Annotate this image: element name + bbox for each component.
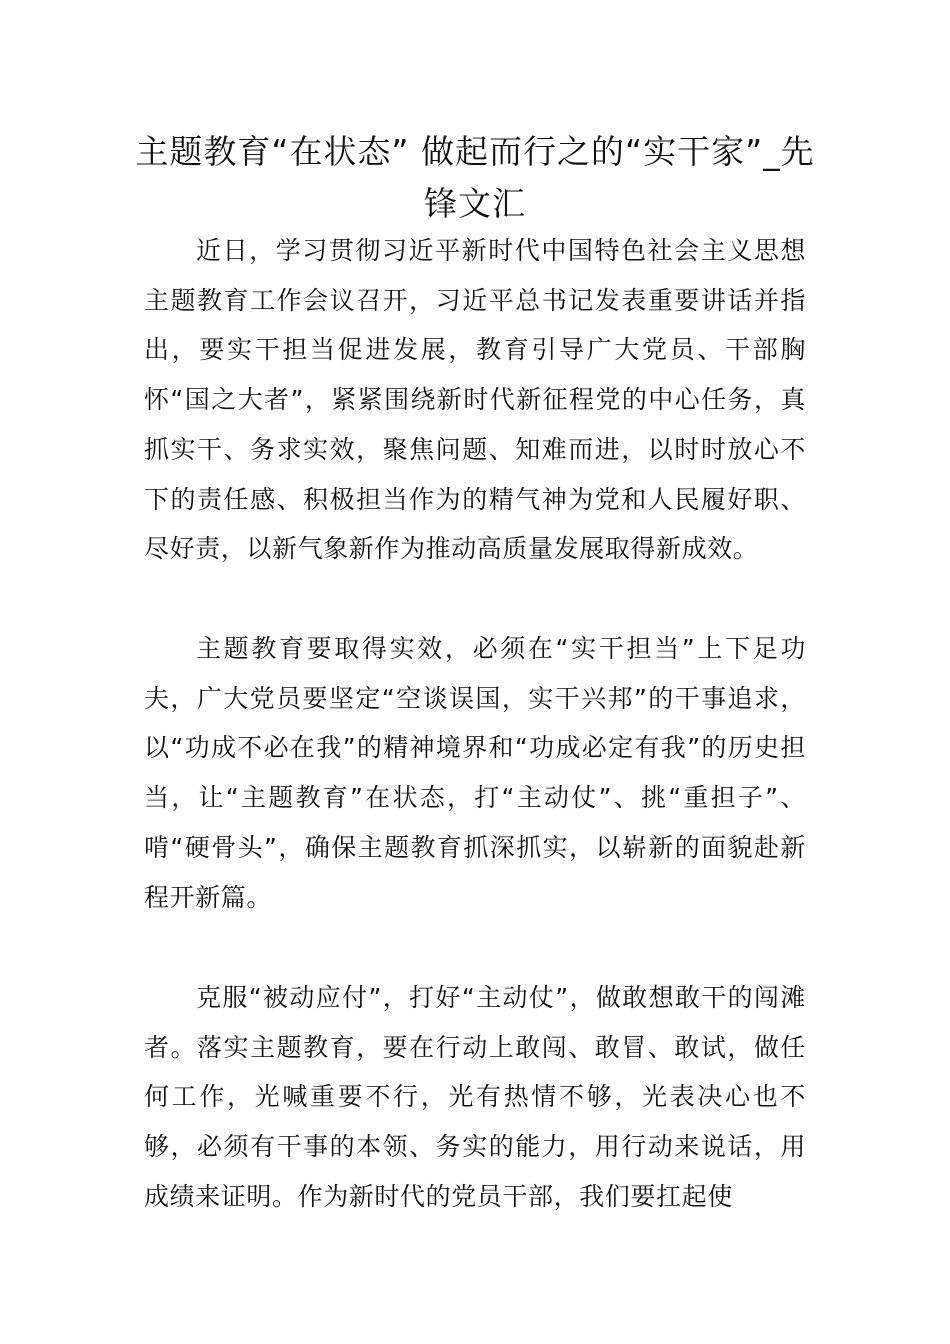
paragraph-3: 克服“被动应付”，打好“主动仗”，做敢想敢干的闯滩者。落实主题教育，要在行动上敢闯、敢冒、敢试，做任何工作，光喊重要不行，光有热情不够，光表决心也不够，必须有干事的本领、务实的能力，用行动来说话，用成绩来证明。作为新时代的党员干部，我们要扛起使 bbox=[144, 983, 806, 1211]
document-title: 主题教育“在状态” 做起而行之的“实干家”_先锋文汇 bbox=[135, 132, 815, 223]
paragraph-1: 近日，学习贯彻习近平新时代中国特色社会主义思想主题教育工作会议召开，习近平总书记发表重要讲话并指出，要实干担当促进发展，教育引导广大党员、干部胸怀“国之大者”，紧紧围绕新时代新征程党的中心任务，真抓实干、务求实效，聚焦问题、知难而进，以时时放心不下的责任感、积极担当作为的精气神为党和人民履好职、尽好责，以新气象新作为推动高质量发展取得新成效。 bbox=[144, 236, 806, 564]
paragraph-2: 主题教育要取得实效，必须在“实干担当”上下足功夫，广大党员要坚定“空谈误国，实干兴邦”的干事追求，以“功成不必在我”的精神境界和“功成必定有我”的历史担当，让“主题教育”在状态，打“主动仗”、挑“重担子”、啃“硬骨头”，确保主题教育抓深抓实，以崭新的面貌赴新程开新篇。 bbox=[144, 634, 806, 912]
